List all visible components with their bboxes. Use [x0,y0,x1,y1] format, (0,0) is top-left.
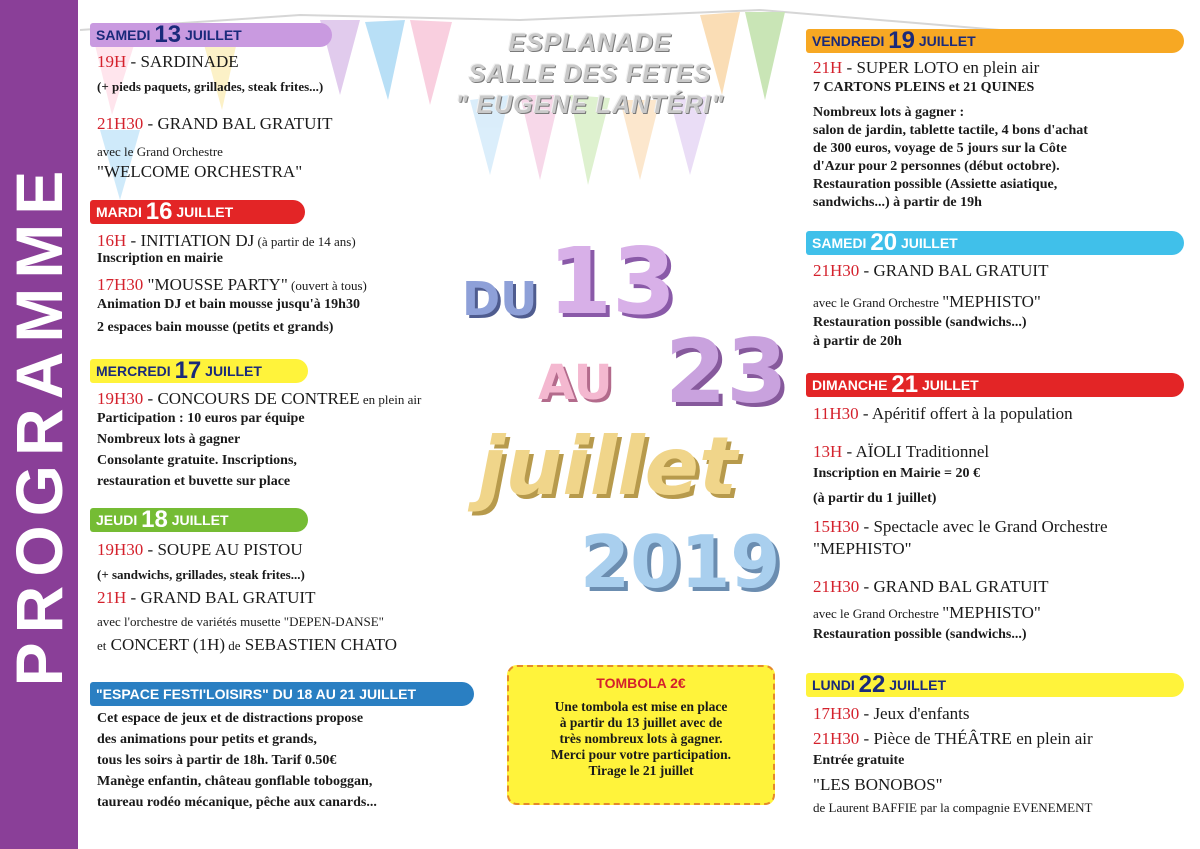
loto-line-4: d'Azur pour 2 personnes (début octobre). [813,159,1060,174]
event-concours-contree: 19H30 - CONCOURS DE CONTREE en plein air [97,389,422,408]
festiloisirs-line-1: Cet espace de jeux et de distractions propose [97,711,364,726]
contree-consolante: Consolante gratuite. Inscriptions, [97,453,297,468]
venue-line-3: " EUGENE LANTÉRI" [455,91,725,119]
event-concert-chato: et CONCERT (1H) de SEBASTIEN CHATO [97,635,398,654]
event-super-loto: 21H - SUPER LOTO en plein air [813,58,1040,77]
orchestra-depen-danse: avec l'orchestre de variétés musette "DEPEN-DANSE" [97,614,384,629]
event-grand-bal-18: 21H - GRAND BAL GRATUIT [97,588,316,607]
restauration-21: Restauration possible (sandwichs...) [813,627,1027,642]
event-jeux-enfants: 17H30 - Jeux d'enfants [813,704,970,723]
event-sardinade-detail: (+ pieds paquets, grillades, steak frites...) [97,79,324,94]
date-pill-dimanche-21: DIMANCHE 21 JUILLET [806,373,1184,397]
orchestra-mephisto-20: avec le Grand Orchestre "MEPHISTO" [813,292,1041,311]
orchestra-mephisto-21: avec le Grand Orchestre "MEPHISTO" [813,603,1041,622]
tombola-title: TOMBOLA 2€ [596,675,686,691]
date-pill-samedi-20: SAMEDI 20 JUILLET [806,231,1184,255]
spectacle-orchestra: "MEPHISTO" [813,539,912,558]
theatre-entree: Entrée gratuite [813,753,905,768]
contree-restauration: restauration et buvette sur place [97,474,291,489]
festiloisirs-pill: "ESPACE FESTI'LOISIRS" DU 18 AU 21 JUILLET [90,682,474,706]
date-pill-mercredi-17: MERCREDI 17 JUILLET [90,359,308,383]
event-spectacle: 15H30 - Spectacle avec le Grand Orchestre [813,517,1108,536]
orchestra-name-13: "WELCOME ORCHESTRA" [97,162,303,181]
theatre-title: "LES BONOBOS" [813,775,943,794]
tombola-text: Une tombola est mise en place à partir du 13 juillet avec de très nombreux lots à gagner. Merci pour votre participation. Tirage le 21 juillet [551,699,731,778]
pistou-detail: (+ sandwichs, grillades, steak frites...) [97,567,305,582]
event-theatre: 21H30 - Pièce de THÉÂTRE en plein air [813,729,1093,748]
restauration-20: Restauration possible (sandwichs...) [813,315,1027,330]
theatre-author: de Laurent BAFFIE par la compagnie EVENEMENT [813,800,1093,815]
event-aioli: 13H - AÏOLI Traditionnel [813,442,990,461]
mousse-detail-1: Animation DJ et bain mousse jusqu'à 19h30 [97,297,360,312]
headline-month: juillet [478,420,738,513]
loto-line-5: Restauration possible (Assiette asiatique, [813,177,1058,192]
date-pill-vendredi-19: VENDREDI 19 JUILLET [806,29,1184,53]
loto-line-2: salon de jardin, tablette tactile, 4 bons d'achat [813,123,1088,138]
event-soupe-pistou: 19H30 - SOUPE AU PISTOU [97,540,303,559]
contree-participation: Participation : 10 euros par équipe [97,411,305,426]
loto-line-6: sandwichs...) à partir de 19h [813,195,982,210]
venue-line-2: SALLE DES FETES [468,60,712,88]
event-aperitif: 11H30 - Apéritif offert à la population [813,404,1073,423]
restauration-time-20: à partir de 20h [813,334,902,349]
aioli-date: (à partir du 1 juillet) [813,491,937,506]
headline-year: 2019 [580,520,781,604]
venue-line-1: ESPLANADE [508,29,672,57]
festiloisirs-line-2: des animations pour petits et grands, [97,732,317,747]
loto-line-3: de 300 euros, voyage de 5 jours sur la Côte [813,141,1067,156]
event-grand-bal-21: 21H30 - GRAND BAL GRATUIT [813,577,1049,596]
headline-day-start: 13 [548,228,677,335]
aioli-inscription: Inscription en Mairie = 20 € [813,466,981,481]
event-mousse-party: 17H30 "MOUSSE PARTY" (ouvert à tous) [97,275,367,294]
event-initiation-dj: 16H - INITIATION DJ (à partir de 14 ans) [97,231,356,250]
headline-du: DU [462,272,538,326]
loto-line-1: Nombreux lots à gagner : [813,105,965,120]
date-pill-jeudi-18: JEUDI 18 JUILLET [90,508,308,532]
venue-block [420,28,760,121]
headline-day-end: 23 [665,320,788,423]
contree-lots: Nombreux lots à gagner [97,432,241,447]
orchestra-intro-13: avec le Grand Orchestre [97,144,223,159]
dj-inscription: Inscription en mairie [97,251,223,266]
festiloisirs-line-5: taureau rodéo mécanique, pêche aux canards... [97,795,377,810]
event-sardinade: 19H - SARDINADE [97,52,239,71]
event-grand-bal-13: 21H30 - GRAND BAL GRATUIT [97,114,333,133]
event-grand-bal-20: 21H30 - GRAND BAL GRATUIT [813,261,1049,280]
mousse-detail-2: 2 espaces bain mousse (petits et grands) [97,320,334,335]
festiloisirs-line-4: Manège enfantin, château gonflable toboggan, [97,774,373,789]
festiloisirs-line-3: tous les soirs à partir de 18h. Tarif 0.50€ [97,753,337,768]
date-pill-samedi-13: SAMEDI 13 JUILLET [90,23,332,47]
date-pill-lundi-22: LUNDI 22 JUILLET [806,673,1184,697]
loto-cartons: 7 CARTONS PLEINS et 21 QUINES [813,80,1035,95]
programme-banner [0,0,78,849]
date-pill-mardi-16: MARDI 16 JUILLET [90,200,305,224]
headline-au: AU [538,355,613,411]
tombola-box [507,665,775,805]
banner-title: PROGRAMME [2,161,76,687]
